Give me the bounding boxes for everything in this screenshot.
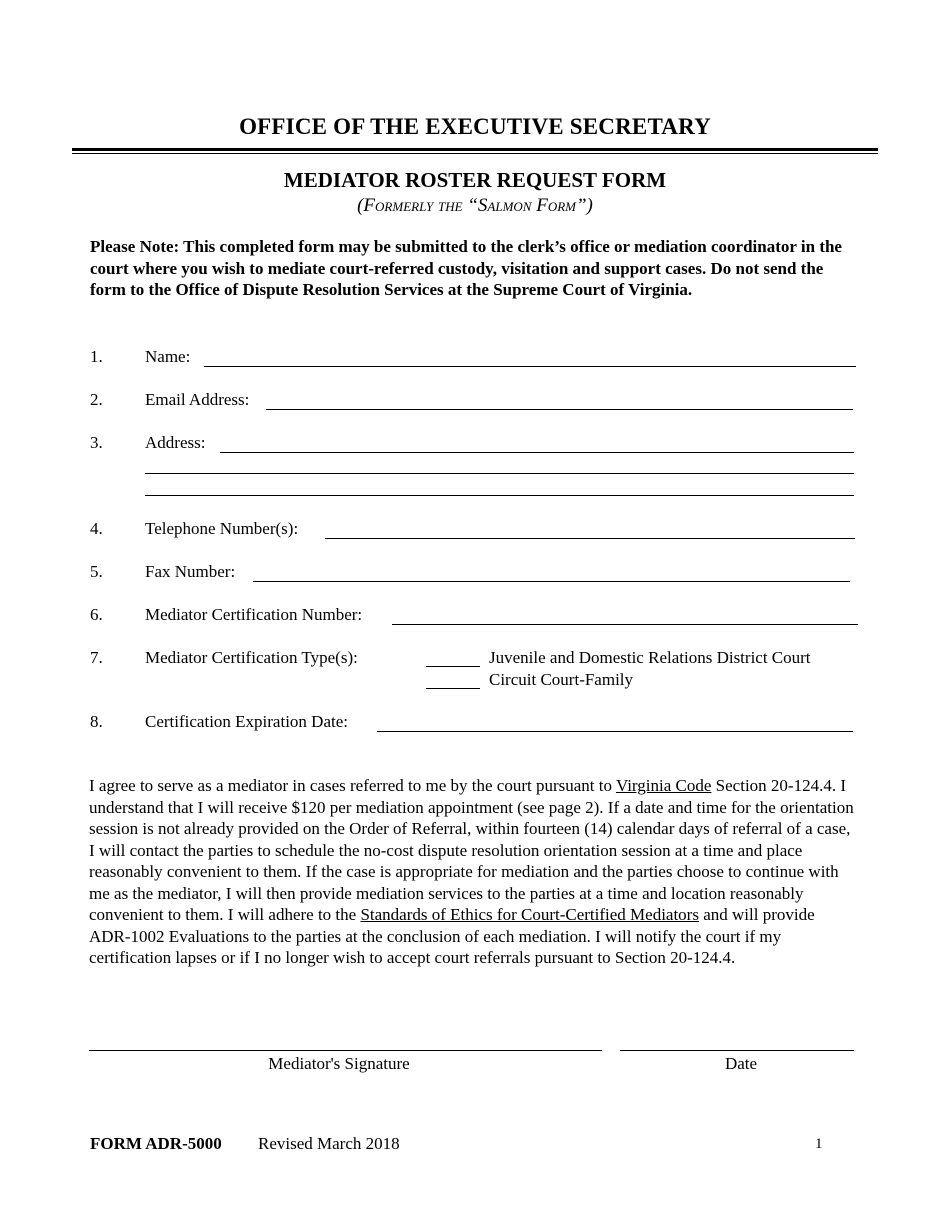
circuit-court-check-line[interactable] — [426, 688, 480, 689]
agreement-paragraph — [89, 775, 859, 969]
certification-number-label: Mediator Certification Number: — [145, 605, 363, 624]
header-rule-thick — [72, 148, 878, 151]
ethics-standards-reference: Standards of Ethics for Court-Certified Mediators — [360, 905, 699, 924]
field-number: 1. — [90, 347, 103, 366]
signature-label: Mediator's Signature — [268, 1054, 410, 1073]
signature-line[interactable] — [89, 1050, 602, 1051]
field-number: 2. — [90, 390, 103, 409]
expiration-date-label: Certification Expiration Date: — [145, 712, 348, 731]
agreement-text: I agree to serve as a mediator in cases referred to me by the court pursuant to — [89, 776, 616, 795]
form-title: MEDIATOR ROSTER REQUEST FORM — [283, 168, 667, 192]
revision-date: Revised March 2018 — [258, 1134, 400, 1153]
email-input-line[interactable] — [266, 409, 853, 410]
please-note: Please Note: This completed form may be submitted to the clerk’s office or mediation coordinator in the court where you wish to mediate court-referred custody, visitation and support cases. Do not send the form to the Office of Dispute Resolution Services at the Supreme Court of Virginia. — [90, 237, 842, 299]
agreement-text: Section 20-124.4. I understand that I will receive $120 per mediation appointment (see page 2). If a date and time for the orientation session is not already provided on the Order of Referral, within fourteen (14) calendar days of referral of a case, I will contact the parties to schedule the no-cost dispute resolution orientation session at a time and place reasonably convenient to them. If the case is appropriate for mediation and the parties choose to continue with me as the mediator, I will then provide mediation services to the parties at a time and location reasonably convenient to them. I will adhere to the — [89, 776, 854, 924]
jdr-court-option: Juvenile and Domestic Relations District Court — [489, 648, 811, 667]
name-label: Name: — [145, 347, 191, 366]
field-number: 6. — [90, 605, 103, 624]
email-label: Email Address: — [145, 390, 250, 409]
date-label: Date — [724, 1054, 758, 1073]
field-number: 8. — [90, 712, 103, 731]
field-number: 7. — [90, 648, 103, 667]
field-number: 5. — [90, 562, 103, 581]
telephone-input-line[interactable] — [325, 538, 855, 539]
circuit-court-option: Circuit Court-Family — [489, 670, 634, 689]
date-line[interactable] — [620, 1050, 854, 1051]
page-number: 1 — [815, 1136, 823, 1152]
certification-number-input-line[interactable] — [392, 624, 858, 625]
fax-label: Fax Number: — [145, 562, 236, 581]
telephone-label: Telephone Number(s): — [145, 519, 299, 538]
address-input-line-3[interactable] — [145, 495, 854, 496]
jdr-court-check-line[interactable] — [426, 666, 480, 667]
field-number: 3. — [90, 433, 103, 452]
form-subtitle: (Formerly the “Salmon Form”) — [357, 195, 593, 216]
address-label: Address: — [145, 433, 206, 452]
form-id: FORM ADR-5000 — [90, 1134, 222, 1153]
fax-input-line[interactable] — [253, 581, 850, 582]
office-heading: OFFICE OF THE EXECUTIVE SECRETARY — [239, 114, 711, 139]
agreement-text: and will provide ADR-1002 Evaluations to the parties at the conclusion of each mediation. I will notify the court if my certification lapses or if I no longer wish to accept court referrals pursuant to Section 20-124.4. — [89, 905, 815, 967]
field-number: 4. — [90, 519, 103, 538]
header-rule-thin — [72, 153, 878, 154]
address-input-line-1[interactable] — [220, 452, 854, 453]
virginia-code-reference: Virginia Code — [615, 776, 712, 795]
expiration-date-input-line[interactable] — [377, 731, 853, 732]
address-input-line-2[interactable] — [145, 473, 854, 474]
certification-type-label: Mediator Certification Type(s): — [145, 648, 358, 667]
name-input-line[interactable] — [204, 366, 856, 367]
